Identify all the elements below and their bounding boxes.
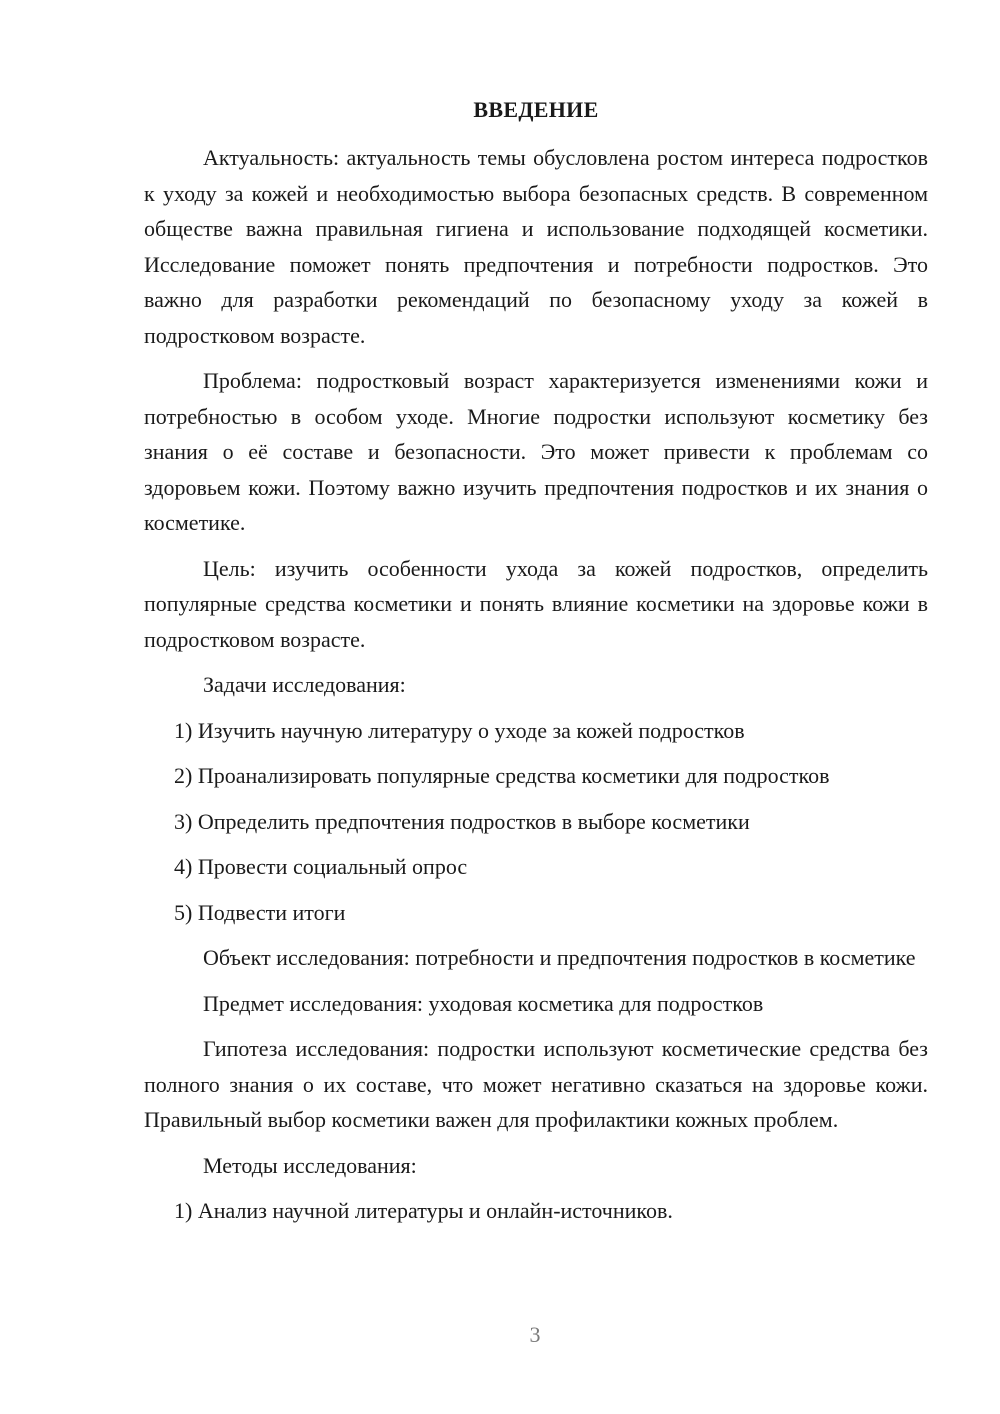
hypothesis-paragraph: Гипотеза исследования: подростки используют косметические средства без полного знания о их составе, что может негативно сказаться на здоровье кожи. Правильный выбор косметики важен для профилактики кожных проблем.: [144, 1036, 928, 1132]
page-content: [144, 95, 928, 1239]
subject-paragraph: Предмет исследования: уходовая косметика для подростков: [203, 990, 764, 1016]
section-title: ВВЕДЕНИЕ: [473, 97, 599, 122]
task-item: 5) Подвести итоги: [174, 899, 346, 925]
task-item: 2) Проанализировать популярные средства косметики для подростков: [174, 763, 830, 788]
method-item: 1) Анализ научной литературы и онлайн-источников.: [174, 1198, 673, 1223]
page-number: 3: [529, 1322, 541, 1347]
object-paragraph: Объект исследования: потребности и предпочтения подростков в косметике: [203, 945, 916, 970]
problem-paragraph: Проблема: подростковый возраст характеризуется изменениями кожи и потребностью в особом уходе. Многие подростки используют косметику без знания о её составе и безопасности. Это может привести к проблемам со здоровьем кожи. Поэтому важно изучить предпочтения подростков и их знания о косметике.: [144, 368, 928, 535]
methods-heading: Методы исследования:: [203, 1152, 417, 1178]
task-item: 1) Изучить научную литературу о уходе за кожей подростков: [174, 717, 745, 743]
relevance-paragraph: Актуальность: актуальность темы обусловлена ростом интереса подростков к уходу за кожей и необходимостью выбора безопасных средств. В современном обществе важна правильная гигиена и использование подходящей косметики. Исследование поможет понять предпочтения и потребности подростков. Это важно для разработки рекомендаций по безопасному уходу за кожей в подростковом возрасте.: [144, 145, 928, 348]
goal-paragraph: Цель: изучить особенности ухода за кожей подростков, определить популярные средства косметики и понять влияние косметики на здоровье кожи в подростковом возрасте.: [144, 555, 928, 652]
task-item: 3) Определить предпочтения подростков в выборе косметики: [174, 808, 750, 834]
task-item: 4) Провести социальный опрос: [174, 854, 468, 879]
tasks-heading: Задачи исследования:: [203, 672, 406, 697]
